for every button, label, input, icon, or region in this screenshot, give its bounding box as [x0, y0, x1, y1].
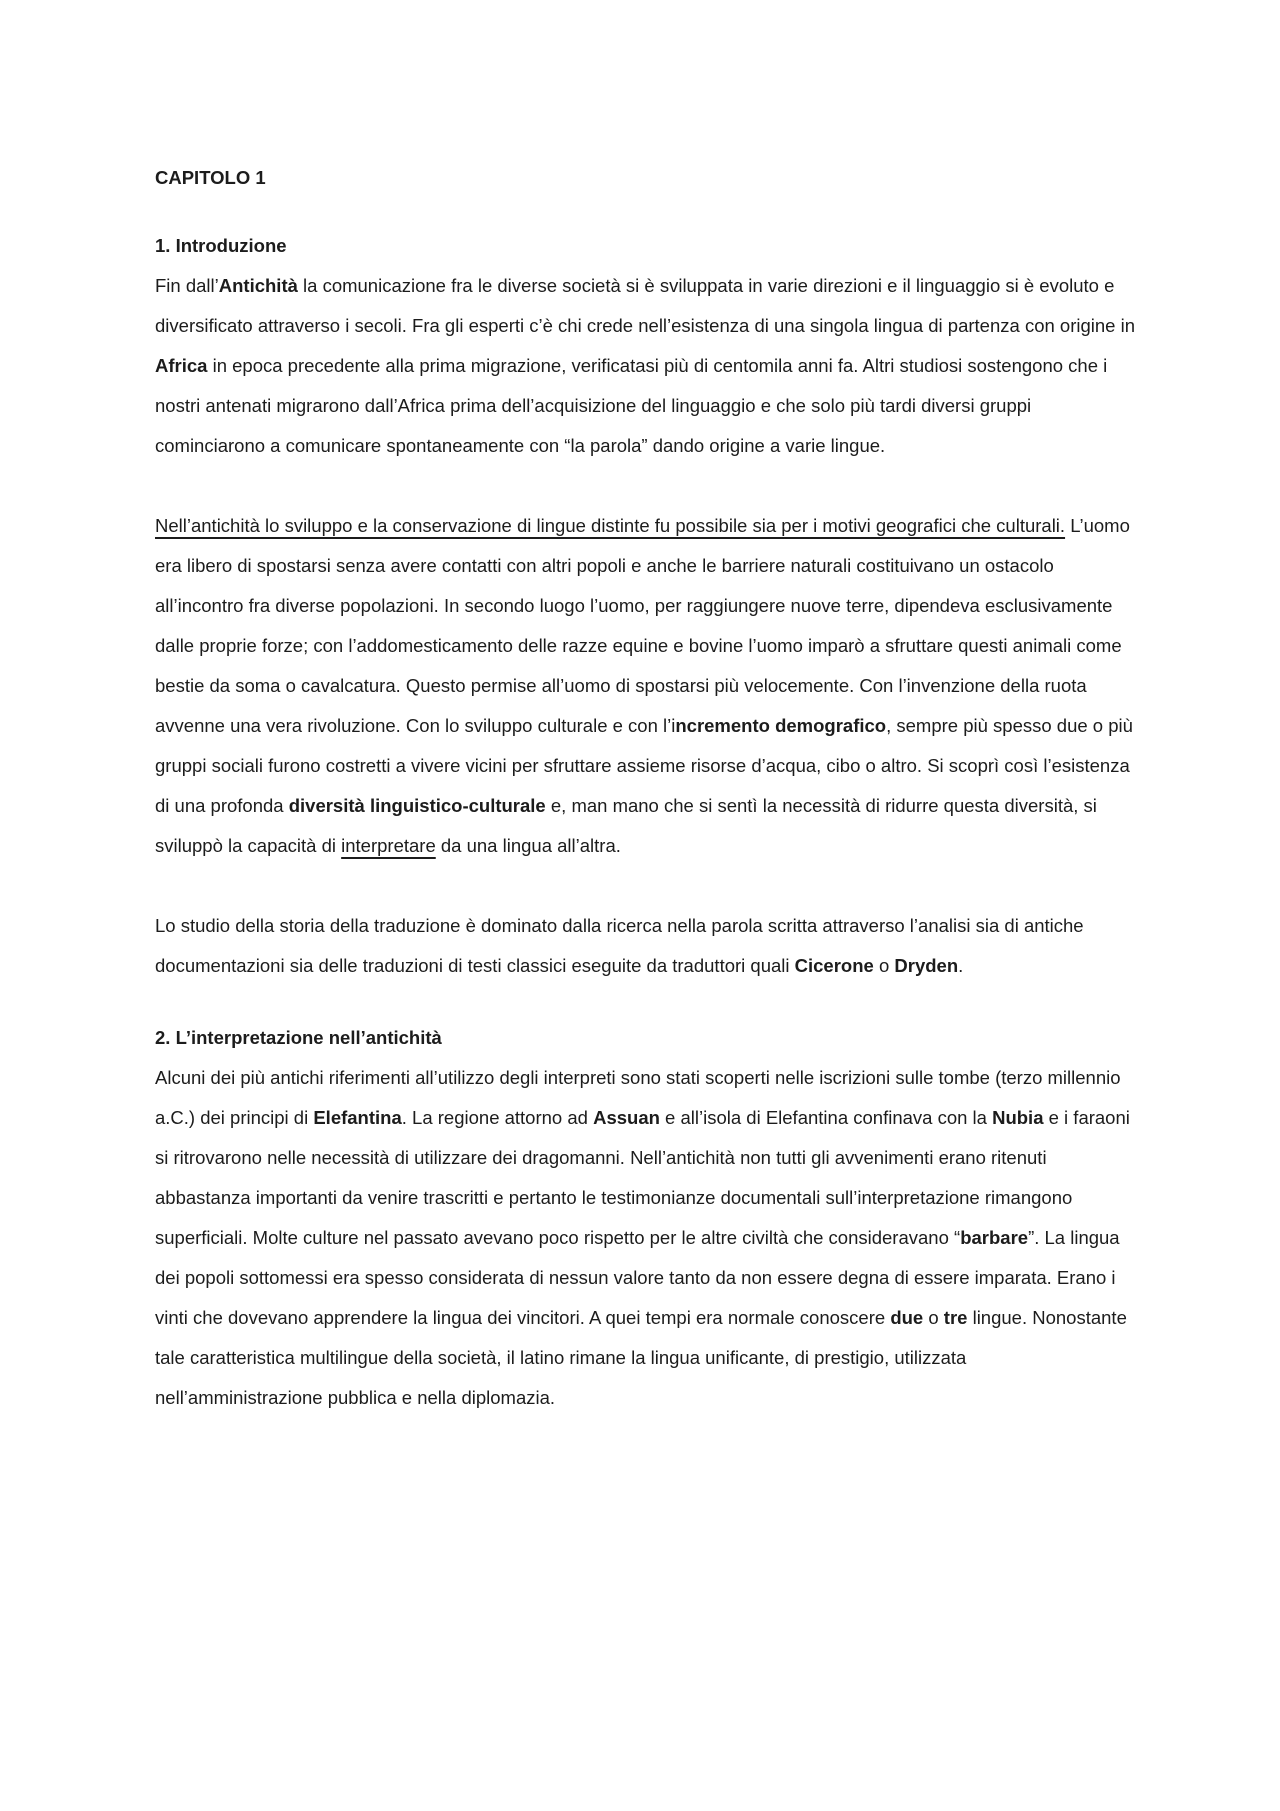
text-run: , sempre più spesso due o più gruppi sociali furono costretti a vivere vicini per sfruttare assieme risorse d’acqua, cibo o altro. Si scoprì così l’esistenza di una profonda [155, 715, 1133, 816]
text-run: lingue. Nonostante tale caratteristica multilingue della società, il latino rimane la lingua unificante, di prestigio, utilizzata nell’amministrazione pubblica e nella diplomazia. [155, 1307, 1127, 1408]
bold-term: Antichità [218, 275, 298, 296]
bold-term: Assuan [593, 1107, 660, 1128]
text-run: la comunicazione fra le diverse società si è sviluppata in varie direzioni e il linguaggio si è evoluto e diversificato attraverso i secoli. Fra gli esperti c’è chi crede nell’esistenza di una singola lingua di partenza con origine in [155, 275, 1135, 336]
text-run: . [958, 955, 964, 976]
bold-term: tre [943, 1307, 968, 1328]
text-run: e all’isola di Elefantina confinava con la [659, 1107, 993, 1128]
bold-term: Dryden [894, 955, 959, 976]
bold-term: Cicerone [794, 955, 874, 976]
section-2-paragraph-1 [155, 1058, 1135, 1418]
section-1-paragraph-3 [155, 906, 1135, 986]
section-1-heading: 1. Introduzione [155, 235, 287, 256]
section-2-heading: 2. L’interpretazione nell’antichità [155, 1027, 442, 1048]
bold-term: Elefantina [313, 1107, 402, 1128]
document-page [155, 158, 1135, 1418]
chapter-title: CAPITOLO 1 [155, 167, 266, 188]
underlined-text: Nell’antichità lo sviluppo e la conservazione di lingue distinte fu possibile sia per i motivi geografici che culturali. [155, 515, 1066, 536]
text-run: e i faraoni si ritrovarono nelle necessità di utilizzare dei dragomanni. Nell’antichità non tutti gli avvenimenti erano ritenuti abbastanza importanti da venire trascritti e pertanto le testimonianze documentali sull’interpretazione rimangono superficiali. Molte culture nel passato avevano poco rispetto per le altre civiltà che consideravano “ [155, 1107, 1130, 1248]
text-run: in epoca precedente alla prima migrazione, verificatasi più di centomila anni fa. Altri studiosi sostengono che i nostri antenati migrarono dall’Africa prima dell’acquisizione del linguaggio e che solo più tardi diversi gruppi cominciarono a comunicare spontaneamente con “la parola” dando origine a varie lingue. [155, 355, 1108, 456]
bold-term: due [890, 1307, 924, 1328]
text-run: o [923, 1307, 944, 1328]
text-run: ”. La lingua dei popoli sottomessi era spesso considerata di nessun valore tanto da non essere degna di essere imparata. Erano i vinti che dovevano apprendere la lingua dei vincitori. A quei tempi era normale conoscere [155, 1227, 1120, 1328]
text-run: Lo studio della storia della traduzione è dominato dalla ricerca nella parola scritta attraverso l’analisi sia di antiche documentazioni sia delle traduzioni di testi classici eseguite da traduttori quali [155, 915, 1084, 976]
text-run: o [873, 955, 895, 976]
bold-term: Nubia [992, 1107, 1044, 1128]
bold-term: ncremento demografico [675, 715, 887, 736]
text-run: L’uomo era libero di spostarsi senza avere contatti con altri popoli e anche le barriere naturali costituivano un ostacolo all’incontro fra diverse popolazioni. In secondo luogo l’uomo, per raggiungere nuove terre, dipendeva esclusivamente dalle proprie forze; con l’addomesticamento delle razze equine e bovine l’uomo imparò a sfruttare questi animali come bestie da soma o cavalcatura. Questo permise all’uomo di spostarsi più velocemente. Con l’invenzione della ruota avvenne una vera rivoluzione. Con lo sviluppo culturale e con l’i [155, 515, 1130, 736]
bold-term: diversità linguistico-culturale [288, 795, 546, 816]
bold-term: Africa [155, 355, 208, 376]
text-run: da una lingua all’altra. [435, 835, 621, 856]
text-run: . La regione attorno ad [401, 1107, 594, 1128]
section-1-paragraph-1 [155, 266, 1135, 466]
bold-term: barbare [960, 1227, 1029, 1248]
underlined-text: interpretare [341, 835, 436, 856]
text-run: Alcuni dei più antichi riferimenti all’utilizzo degli interpreti sono stati scoperti nelle iscrizioni sulle tombe (terzo millennio a.C.) dei principi di [155, 1067, 1121, 1128]
text-run: Fin dall’ [155, 275, 219, 296]
section-1-paragraph-2 [155, 506, 1135, 866]
text-run: e, man mano che si sentì la necessità di ridurre questa diversità, si sviluppò la capacità di [155, 795, 1097, 856]
